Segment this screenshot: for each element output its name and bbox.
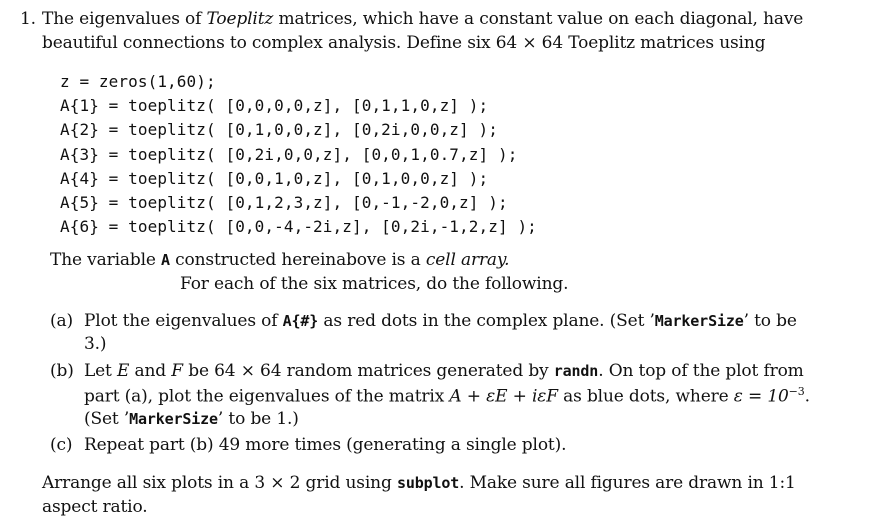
part-c-label: (c) bbox=[50, 435, 73, 455]
quote: ’ bbox=[123, 409, 130, 429]
option-name: MarkerSize bbox=[654, 312, 744, 330]
code-line: A{6} = toeplitz( [0,0,-4,-2i,z], [0,2i,-1,2,z] ); bbox=[60, 217, 537, 237]
part-a-code: A{#} bbox=[282, 312, 319, 330]
code-line: A{5} = toeplitz( [0,1,2,3,z], [0,-1,-2,0,z] ); bbox=[60, 193, 508, 213]
closing-line-2: aspect ratio. bbox=[42, 497, 148, 517]
note-line-1 bbox=[50, 250, 509, 270]
intro-line-1 bbox=[42, 9, 803, 29]
part-a-text: Plot the eigenvalues of bbox=[84, 311, 283, 331]
part-b-line-2 bbox=[84, 385, 810, 407]
intro-line-2: beautiful connections to complex analysis. Define six 64 × 64 Toeplitz matrices using bbox=[42, 33, 766, 53]
part-b-text: to be 1.) bbox=[223, 409, 299, 429]
part-b-line-1 bbox=[84, 361, 804, 381]
part-b-text: as blue dots, where bbox=[557, 386, 734, 407]
part-a-text: as red dots in the complex plane. (Set bbox=[318, 311, 650, 331]
option-name: MarkerSize bbox=[129, 410, 218, 428]
math-E: E bbox=[117, 361, 130, 381]
quote: ’ bbox=[743, 311, 749, 331]
note-italic: cell array. bbox=[425, 250, 510, 270]
part-a-line-1 bbox=[84, 311, 797, 331]
part-a-line-2: 3.) bbox=[84, 334, 107, 354]
part-c-text: Repeat part (b) 49 more times (generating a single plot). bbox=[84, 435, 567, 455]
part-b-text: Let bbox=[84, 361, 117, 381]
part-b-text: . bbox=[804, 386, 810, 407]
note-text: constructed hereinabove is a bbox=[169, 250, 426, 270]
closing-text: . Make sure all figures are drawn in 1:1 bbox=[459, 473, 796, 493]
part-b-text: be 64 × 64 random matrices generated by bbox=[182, 361, 554, 381]
math-epsilon: ε = 10 bbox=[733, 386, 789, 407]
intro-text-italic: Toeplitz bbox=[206, 9, 274, 29]
part-b-text: part (a), plot the eigenvalues of the matrix bbox=[84, 386, 450, 407]
math-exponent: −3 bbox=[788, 385, 805, 398]
note-line-2: For each of the six matrices, do the following. bbox=[180, 274, 569, 294]
part-b-label: (b) bbox=[50, 361, 74, 381]
quote: ’ bbox=[217, 409, 224, 429]
math-F: F bbox=[171, 361, 183, 381]
code-line: A{2} = toeplitz( [0,1,0,0,z], [0,2i,0,0,z] ); bbox=[60, 120, 498, 140]
part-b-line-3 bbox=[84, 409, 299, 429]
code-line: A{4} = toeplitz( [0,0,1,0,z], [0,1,0,0,z] ); bbox=[60, 168, 489, 188]
intro-text-a: The eigenvalues of bbox=[42, 9, 207, 29]
part-a-text: to be bbox=[748, 311, 797, 331]
code-line: A{1} = toeplitz( [0,0,0,0,z], [0,1,1,0,z] ); bbox=[60, 96, 489, 116]
code-block bbox=[60, 70, 537, 239]
closing-line-1 bbox=[42, 473, 796, 493]
part-b-text: . On top of the plot from bbox=[598, 361, 804, 381]
intro-text-b: matrices, which have a constant value on each diagonal, have bbox=[273, 9, 804, 29]
code-line: A{3} = toeplitz( [0,2i,0,0,z], [0,0,1,0.7,z] ); bbox=[60, 144, 518, 164]
code-line: z = zeros(1,60); bbox=[60, 72, 216, 91]
closing-text: Arrange all six plots in a 3 × 2 grid using bbox=[42, 473, 397, 493]
part-b-text: (Set bbox=[84, 409, 124, 429]
quote: ’ bbox=[649, 311, 655, 331]
part-a-label: (a) bbox=[50, 311, 73, 331]
part-b-code: randn bbox=[553, 362, 599, 380]
note-text: The variable bbox=[50, 250, 162, 270]
problem-number: 1. bbox=[20, 9, 36, 29]
closing-code: subplot bbox=[396, 474, 460, 492]
part-b-text: and bbox=[129, 361, 172, 381]
note-code: A bbox=[161, 251, 170, 269]
math-expression: A + εE + iεF bbox=[449, 386, 558, 407]
